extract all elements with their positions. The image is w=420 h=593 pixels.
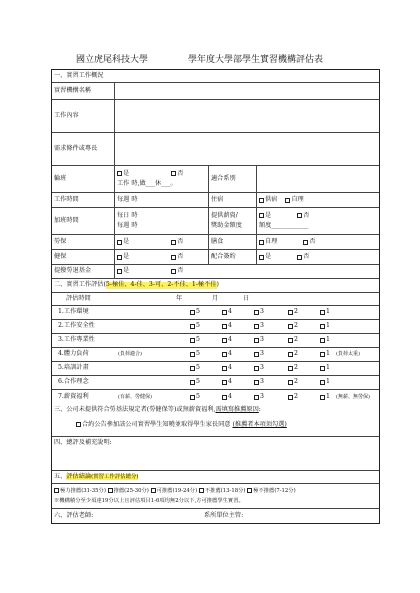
labor-insurance-row: 勞保 是 否 膳食 自理 否 <box>52 235 379 250</box>
parent-consent-checkbox[interactable] <box>76 422 81 427</box>
section2-header: 二、實習工作評估( 5-極佳、4-佳、3-可、2-不佳、1-極不佳 ) <box>52 279 379 293</box>
score-2-checkbox[interactable] <box>288 324 293 329</box>
score-1-checkbox[interactable] <box>320 395 325 400</box>
score-5-checkbox[interactable] <box>190 338 195 343</box>
score-4-checkbox[interactable] <box>222 395 227 400</box>
labor-ins-yes-checkbox[interactable] <box>117 240 122 245</box>
shift-detail: 工作 時,做___休___。 <box>117 179 177 187</box>
score-2-checkbox[interactable] <box>288 338 293 343</box>
overtime-row: 加班時間 每日 時 每週 時 提供薪資/ 獎助金額度 是 否 額度____________ <box>52 208 379 235</box>
work-content-row <box>52 100 379 133</box>
eval-row: 5.培訓計畫 5 4 3 2 1 <box>52 362 379 376</box>
eval-row: 3.工作專業性 5 4 3 2 1 <box>52 334 379 348</box>
score-5-checkbox[interactable] <box>190 352 195 357</box>
eval-item-note <box>116 334 176 347</box>
eval-row: 4.體力負荷 (負荷適合) 5 4 3 2 1 (負荷太重) <box>52 348 379 362</box>
score-1-checkbox[interactable] <box>320 310 325 315</box>
eval-row: 7.薪資福利 (有薪、勞健保) 5 4 3 2 1 (無薪、無勞保) <box>52 390 379 404</box>
conclusion-row: 極力推薦(31-35分) 推薦(25-30分) 可推薦(19-24分) 不推薦(13-18分) 極不推薦(7-12分) ※機構積分至少須達19分以上且評估項目1-6項均無2分以下,方可推薦學生實習。 <box>52 484 379 509</box>
eval-item-label: 3.工作專業性 <box>58 336 95 344</box>
health-ins-yes-checkbox[interactable] <box>117 255 122 260</box>
section3-row: 三、公司未提供符合勞基法規定者(勞健保等)或無薪資福利,需填寫推薦原因: 合約公告參加該公司實習學生知曉並取得學生家長同意 (推薦者本項須勾選) <box>52 404 379 437</box>
score-1-checkbox[interactable] <box>320 338 325 343</box>
score-2-checkbox[interactable] <box>288 310 293 315</box>
requirements-label: 需求條件或專長 <box>54 144 98 152</box>
section6-row <box>52 509 379 523</box>
work-content-field[interactable] <box>114 100 379 132</box>
score-3-checkbox[interactable] <box>254 338 259 343</box>
eval-row: 2.工作安全性 5 4 3 2 1 <box>52 320 379 334</box>
eval-item-note: (有薪、勞健保) <box>118 393 152 400</box>
meal-no-checkbox[interactable] <box>303 240 308 245</box>
eval-row: 6.合作理念 5 4 3 2 1 <box>52 376 379 390</box>
subsidy-amount-field[interactable]: 額度____________ <box>259 221 309 229</box>
score-4-checkbox[interactable] <box>222 338 227 343</box>
eval-item-label: 1.工作環境 <box>58 308 89 316</box>
score-5-checkbox[interactable] <box>190 310 195 315</box>
not-recommend-checkbox[interactable] <box>199 488 204 493</box>
form-title <box>0 52 420 66</box>
score-3-checkbox[interactable] <box>254 310 259 315</box>
score-2-checkbox[interactable] <box>288 352 293 357</box>
recommend-checkbox[interactable] <box>108 488 113 493</box>
shift-no-checkbox[interactable] <box>171 171 176 176</box>
score-4-checkbox[interactable] <box>222 380 227 385</box>
eval-item-label: 2.工作安全性 <box>58 322 95 330</box>
score-3-checkbox[interactable] <box>254 352 259 357</box>
subsidy-yes-checkbox[interactable] <box>259 213 264 218</box>
eval-item-note <box>116 376 176 389</box>
lodging-self-checkbox[interactable] <box>285 198 290 203</box>
eval-item-right-note: (無薪、無勞保) <box>336 393 370 400</box>
eval-item-right-note <box>334 320 380 333</box>
eval-item-right-note <box>334 376 380 389</box>
score-1-checkbox[interactable] <box>320 366 325 371</box>
requirements-row <box>52 133 379 166</box>
department-field[interactable] <box>256 166 379 192</box>
strongly-not-recommend-checkbox[interactable] <box>247 488 252 493</box>
score-3-checkbox[interactable] <box>254 395 259 400</box>
score-4-checkbox[interactable] <box>222 366 227 371</box>
labor-ins-no-checkbox[interactable] <box>171 240 176 245</box>
highly-recommend-checkbox[interactable] <box>54 488 59 493</box>
teacher-signature[interactable]: 六、評估老師: <box>54 511 94 519</box>
score-4-checkbox[interactable] <box>222 310 227 315</box>
lodging-provided-checkbox[interactable] <box>259 198 264 203</box>
pension-yes-checkbox[interactable] <box>117 269 122 274</box>
score-5-checkbox[interactable] <box>190 395 195 400</box>
score-3-checkbox[interactable] <box>254 380 259 385</box>
eval-item-right-note <box>334 362 380 375</box>
shift-row: 輪班 是 否 工作 時,做___休___。 適合系別 <box>52 166 379 193</box>
org-name-field[interactable] <box>114 83 379 99</box>
eval-item-label: 5.培訓計畫 <box>58 364 89 372</box>
contract-no-checkbox[interactable] <box>297 255 302 260</box>
meal-self-checkbox[interactable] <box>259 240 264 245</box>
section5-header: 五、 評估結論(實習工作評估總分) <box>52 471 379 484</box>
pension-no-checkbox[interactable] <box>171 269 176 274</box>
eval-item-right-note <box>334 306 380 319</box>
eval-item-note <box>116 320 176 333</box>
org-name-row <box>52 83 379 100</box>
eval-item-label: 7.薪資福利 <box>58 392 89 400</box>
score-4-checkbox[interactable] <box>222 324 227 329</box>
eval-item-right-note: (負荷太重) <box>336 351 360 357</box>
org-name-label: 實習機構名稱 <box>54 86 92 94</box>
eval-item-label: 4.體力負荷 <box>58 350 89 358</box>
score-3-checkbox[interactable] <box>254 324 259 329</box>
score-1-checkbox[interactable] <box>320 324 325 329</box>
acceptable-checkbox[interactable] <box>151 488 156 493</box>
work-content-label: 工作內容 <box>54 111 79 119</box>
requirements-field[interactable] <box>114 133 379 165</box>
score-1-checkbox[interactable] <box>320 380 325 385</box>
eval-item-note <box>116 362 176 375</box>
rating-scale: 5-極佳、4-佳、3-可、2-不佳、1-極不佳 <box>105 281 217 289</box>
score-1-checkbox[interactable] <box>320 352 325 357</box>
score-2-checkbox[interactable] <box>288 366 293 371</box>
score-5-checkbox[interactable] <box>190 380 195 385</box>
subsidy-no-checkbox[interactable] <box>297 213 302 218</box>
eval-item-note <box>116 306 176 319</box>
score-5-checkbox[interactable] <box>190 324 195 329</box>
eval-time-row: 評估時間 年 月 日 <box>52 293 379 306</box>
section4-row: 四、總評及補充說明: <box>52 437 379 471</box>
shift-yes-checkbox[interactable] <box>117 171 122 176</box>
evaluation-form <box>51 69 380 524</box>
contract-yes-checkbox[interactable] <box>259 255 264 260</box>
health-insurance-row: 健保 是 否 配合簽約 是 否 <box>52 250 379 265</box>
score-4-checkbox[interactable] <box>222 352 227 357</box>
eval-row: 1.工作環境 5 4 3 2 1 <box>52 306 379 320</box>
eval-item-label: 6.合作理念 <box>58 378 89 386</box>
health-ins-no-checkbox[interactable] <box>171 255 176 260</box>
eval-item-note: (負荷適合) <box>118 351 142 357</box>
pension-row: 提撥勞退基金 是 否 <box>52 265 379 279</box>
eval-item-right-note <box>334 334 380 347</box>
work-time-row: 工作時間 每週 時 住宿 供宿 自理 <box>52 193 379 208</box>
score-2-checkbox[interactable] <box>288 380 293 385</box>
university-name: 國立虎尾科技大學 <box>76 55 149 65</box>
section1-header: 一、實習工作概況 <box>52 70 379 83</box>
score-5-checkbox[interactable] <box>190 366 195 371</box>
score-2-checkbox[interactable] <box>288 395 293 400</box>
score-3-checkbox[interactable] <box>254 366 259 371</box>
evaluation-items <box>52 306 379 404</box>
form-name: 學年度大學部學生實習機構評估表 <box>188 55 324 65</box>
supervisor-signature[interactable]: 系所單位主管: <box>204 511 244 519</box>
conclusion-rule: ※機構積分至少須達19分以上且評估項目1-6項均無2分以下,方可推薦學生實習。 <box>54 497 244 504</box>
